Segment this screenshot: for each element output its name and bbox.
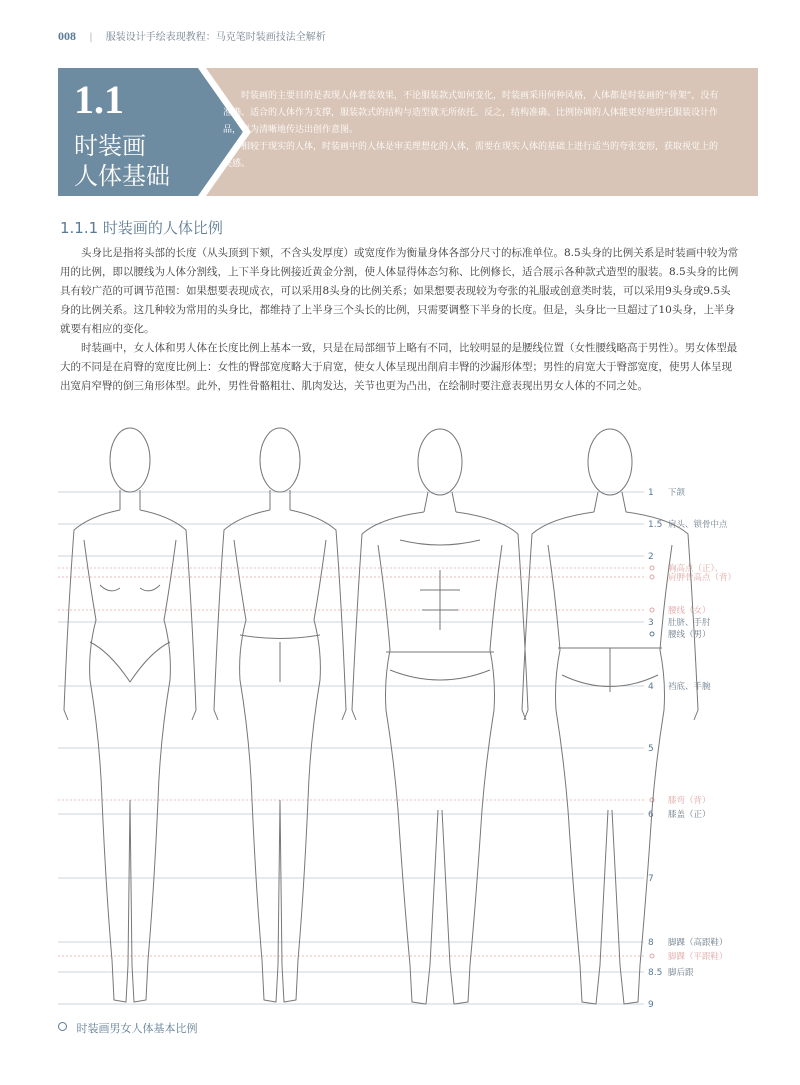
guide-number: 1.5	[648, 520, 663, 530]
guide-label: 膝盖（正）	[668, 810, 711, 820]
guide-label: 肚脐、手肘	[668, 618, 711, 628]
chapter-banner	[58, 68, 758, 196]
female-front-head	[110, 428, 150, 492]
guide-number: 8.5	[648, 968, 663, 978]
guide-label: 肩头、锁骨中点	[668, 520, 728, 530]
caption-circle-icon	[58, 1022, 67, 1031]
male-front-head	[418, 429, 462, 495]
chapter-number: 1.1	[74, 77, 124, 122]
guide-number: 5	[648, 744, 654, 754]
male-back-head	[588, 429, 632, 495]
guide-label: 脚后跟	[668, 968, 694, 978]
guide-label: 下颌	[668, 488, 686, 498]
caption-text: 时装画男女人体基本比例	[76, 1022, 198, 1035]
running-header	[58, 28, 326, 44]
guide-number: 1	[648, 488, 654, 498]
body-proportion-figure	[50, 420, 770, 1020]
guide-marker-icon	[650, 575, 654, 579]
guide-label: 脚踝（高跟鞋）	[668, 938, 728, 948]
guide-marker-icon	[650, 608, 654, 612]
body-text	[60, 244, 740, 396]
guide-marker-icon	[650, 566, 654, 570]
guide-marker-icon	[650, 632, 654, 636]
female-back-figure	[214, 428, 346, 1002]
chapter-title-line1: 时装画	[74, 132, 146, 160]
header-divider: |	[89, 32, 93, 43]
guide-number: 7	[648, 874, 654, 884]
guide-label: 肩胛骨高点（背）	[668, 573, 737, 583]
proportion-guides	[58, 487, 736, 1010]
guide-number: 4	[648, 682, 654, 692]
page-number: 008	[58, 29, 76, 43]
guide-label: 膝弯（背）	[668, 796, 711, 806]
guide-number: 8	[648, 938, 654, 948]
guide-label: 腰线（男）	[668, 630, 711, 640]
figure-caption	[58, 1020, 198, 1036]
chapter-intro	[223, 88, 723, 173]
guide-label: 腰线（女）	[668, 606, 711, 616]
intro-paragraph-2: 相较于现实的人体，时装画中的人体是审美理想化的人体，需要在现实人体的基础上进行适当的夸张变形，获取视觉上的美感。	[223, 142, 719, 169]
guide-marker-icon	[650, 954, 654, 958]
guide-number: 2	[648, 552, 654, 562]
female-back-head	[260, 428, 300, 492]
guide-number: 3	[648, 618, 654, 628]
body-paragraph-1: 头身比是指将头部的长度（从头顶到下颏，不含头发厚度）或宽度作为衡量身体各部分尺寸的标准单位。8.5头身的比例关系是时装画中较为常用的比例，即以腰线为人体分割线，上下半身比例接近黄金分割，使人体显得体态匀称、比例修长，适合展示各种款式造型的服装。8.5头身的比例具有较广范的可调节范围：如果想要表现成衣，可以采用8头身的比例关系；如果想要表现较为夸张的礼服或创意类时装，可以采用9头身或9.5头身的比例关系。这几种较为常用的头身比，都维持了上半身三个头长的比例，只需要调整下半身的长度。但是，头身比一旦超过了10头身，上半身就要有相应的变化。	[60, 247, 739, 335]
book-title: 服装设计手绘表现教程：马克笔时装画技法全解析	[105, 32, 326, 43]
intro-paragraph-1: 时装画的主要目的是表现人体着装效果，不论服装款式如何变化，时装画采用何种风格，人体都是时装画的“骨架”，没有准确、适合的人体作为支撑，服装款式的结构与造型就无所依托。反之，结构准确、比例协调的人体能更好地烘托服装设计作品，更为清晰地传达出创作意图。	[223, 91, 719, 135]
female-front-figure	[64, 428, 196, 1002]
body-paragraph-2: 时装画中，女人体和男人体在长度比例上基本一致，只是在局部细节上略有不同，比较明显的是腰线位置（女性腰线略高于男性）。男女体型最大的不同是在肩臀的宽度比例上：女性的臀部宽度略大于肩宽，使女人体呈现出削肩丰臀的沙漏形体型；男性的肩宽大于臀部宽度，使男人体呈现出宽肩窄臀的倒三角形体型。此外，男性骨骼粗壮、肌肉发达，关节也更为凸出，在绘制时要注意表现出男女人体的不同之处。	[60, 342, 738, 392]
male-back-figure	[522, 429, 698, 1004]
section-title: 1.1.1 时装画的人体比例	[60, 219, 223, 237]
guide-label: 脚踝（平跟鞋）	[668, 952, 728, 962]
guide-label: 胸高点（正）、	[668, 564, 724, 574]
guide-number: 6	[648, 810, 654, 820]
guide-number: 9	[648, 1000, 654, 1010]
chapter-title-line2: 人体基础	[74, 162, 170, 190]
guide-label: 裆底、手腕	[668, 682, 711, 692]
male-front-figure	[352, 429, 528, 1004]
